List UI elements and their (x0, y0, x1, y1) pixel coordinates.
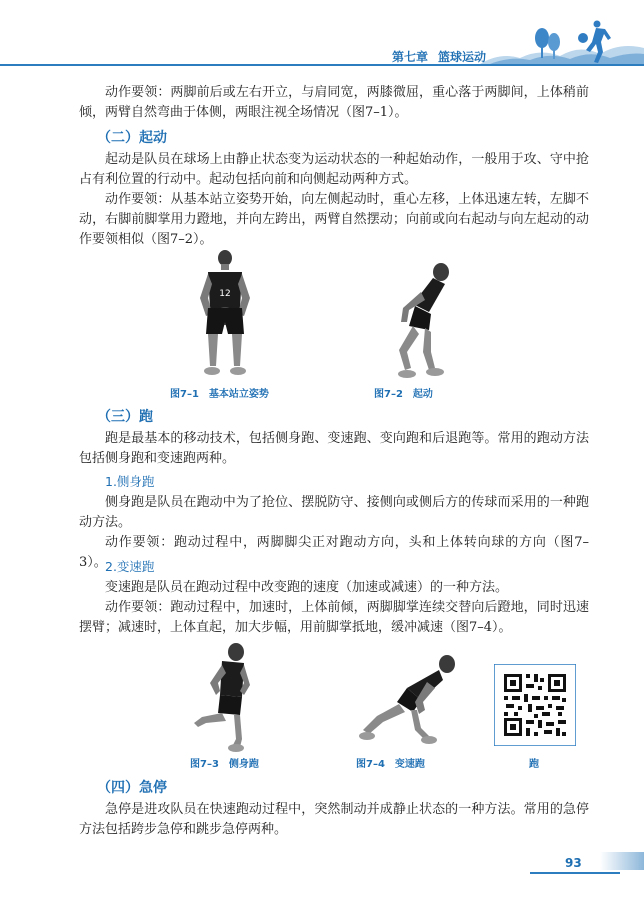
figure-change-speed-run-photo (355, 650, 465, 750)
heading-jiting: （四）急停 (97, 780, 167, 796)
basketball-player-decoration-icon (480, 18, 644, 66)
heading-pao: （三）跑 (97, 409, 153, 425)
figure-caption-7-4: 图7–4 变速跑 (356, 759, 425, 770)
heading-biansu: 2.变速跑 (105, 559, 155, 574)
paragraph-biansu-definition: 变速跑是队员在跑动过程中改变跑的速度（加速或减速）的一种方法。 (105, 580, 509, 595)
chapter-number: 第七章 (392, 50, 429, 64)
figure-caption-7-1: 图7–1 基本站立姿势 (170, 389, 269, 400)
qr-caption: 跑 (529, 759, 539, 770)
footer-gradient-bar (600, 852, 644, 870)
footer-rule (530, 872, 620, 874)
figure-basic-stance-photo (190, 250, 260, 380)
paragraph-ceshen-definition: 侧身跑是队员在跑动中为了抢位、摆脱防守、接侧向或侧后方的传球而采用的一种跑动方法。 (79, 495, 589, 530)
jersey-number: 12 (219, 289, 231, 299)
page-number: 93 (565, 856, 582, 870)
paragraph-qidong-essentials: 动作要领：从基本站立姿势开始，向左侧起动时，重心左移，上体迅速左转，左脚不动，右脚前脚掌用力蹬地，并向左跨出，两臂自然摆动；向前或向右起动与向左起动的动作要领相似（图7–2）。 (79, 192, 589, 247)
page-header (0, 0, 644, 70)
heading-qidong: （二）起动 (97, 130, 167, 146)
chapter-title (392, 48, 496, 65)
figure-side-run-photo (188, 643, 268, 753)
paragraph-ceshen-essentials: 动作要领：跑动过程中，两脚脚尖正对跑动方向，头和上体转向球的方向（图7–3）。 (79, 535, 589, 570)
chapter-name: 篮球运动 (438, 50, 487, 64)
paragraph-biansu-essentials: 动作要领：跑动过程中，加速时，上体前倾，两脚脚掌连续交替向后蹬地，同时迅速摆臂；减速时，上体直起，加大步幅，用前脚掌抵地，缓冲减速（图7–4）。 (79, 600, 589, 635)
heading-ceshen: 1.侧身跑 (105, 474, 155, 489)
qr-code-icon[interactable] (494, 664, 576, 746)
figure-caption-7-3: 图7–3 侧身跑 (190, 759, 259, 770)
paragraph-pao-definition: 跑是最基本的移动技术，包括侧身跑、变速跑、变向跑和后退跑等。常用的跑动方法包括侧身跑和变速跑两种。 (79, 431, 589, 466)
paragraph-jiting-definition: 急停是进攻队员在快速跑动过程中，突然制动并成静止状态的一种方法。常用的急停方法包括跨步急停和跳步急停两种。 (79, 802, 589, 837)
paragraph-qidong-definition: 起动是队员在球场上由静止状态变为运动状态的一种起始动作，一般用于攻、守中抢占有利位置的行动中。起动包括向前和向侧起动两种方式。 (79, 152, 589, 187)
header-rule (0, 64, 644, 66)
figure-start-photo (385, 262, 465, 382)
paragraph-stance-essentials: 动作要领：两脚前后或左右开立，与肩同宽，两膝微屈，重心落于两脚间，上体稍前倾，两臂自然弯曲于体侧，两眼注视全场情况（图7–1）。 (79, 85, 589, 120)
figure-caption-7-2: 图7–2 起动 (374, 389, 433, 400)
